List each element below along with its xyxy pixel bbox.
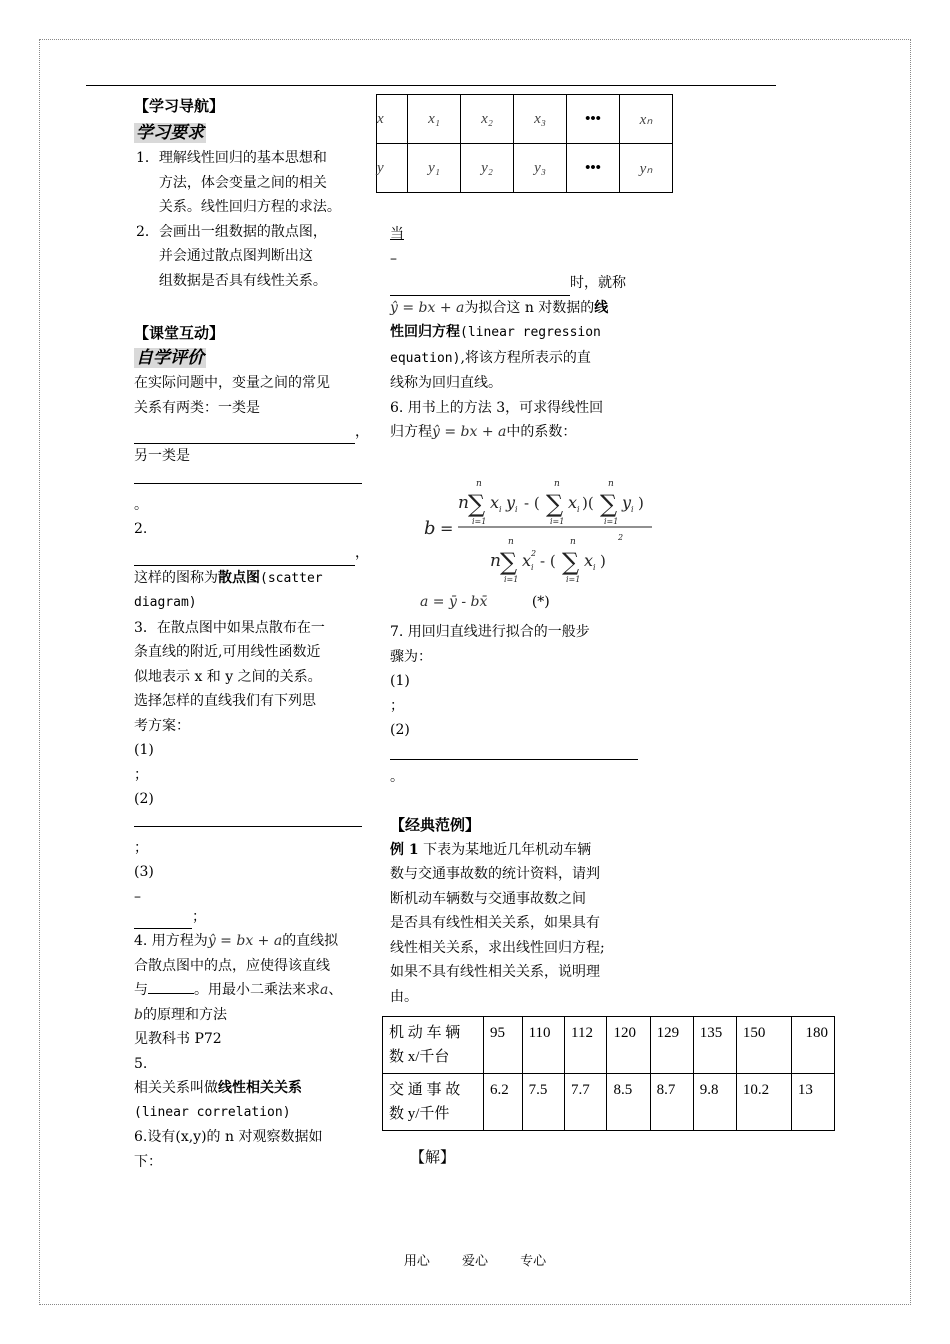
svg-text:n: n bbox=[476, 479, 482, 489]
fill-blank-1[interactable] bbox=[134, 429, 355, 444]
svg-text:n: n bbox=[570, 537, 576, 547]
subsection-title-self-eval: 自学评价 bbox=[136, 347, 204, 368]
svg-text:i: i bbox=[577, 505, 580, 514]
svg-text:x: x bbox=[490, 493, 500, 512]
svg-text:i=1: i=1 bbox=[472, 517, 487, 526]
svg-text:i: i bbox=[631, 505, 634, 514]
svg-text:∑: ∑ bbox=[546, 490, 564, 518]
section-title-examples: 【经典范例】 bbox=[390, 816, 481, 834]
row-header: 机 动 车 辆 数 x/千台 bbox=[383, 1017, 484, 1074]
svg-text:- (: - ( bbox=[540, 552, 556, 570]
svg-text:- (: - ( bbox=[524, 494, 540, 512]
left-column: 【学习导航】 学习要求 1． 理解线性回归的基本思想和 方法，体会变量之间的相关 关系。线性回归方程的求法。 2． 会画出一组数据的散点图， 并会通过散点图判断出这 组数据是否具有线性关系。 【课堂互动】 自学评价 在实际问题中，变量之间的常见 关系有两类：一类是 ， 另一类是 。 2. ， 这样的图称为散点图(scatter diagram) 3．在散点图中如果点散布在一 条直线的附近,可用线性函数近 似地表示 x 和 y 之间的关系。 选择怎样的直线我们有下列思 考方案： (1) ； (2) ； (3) – ； 4. 用方程为ŷ = bx + a的直线拟 合散点图中的点，应使得该直线 与 。用最小二乘法来求a、 b的原理和方法 见教科书 P72 5. 相关关系叫做线性相关关系 (linear correlation) 6.设有(x,y)的 n 对观察数据如 下： bbox=[134, 94, 369, 1174]
fill-blank-4[interactable] bbox=[134, 812, 362, 827]
example-data-table bbox=[382, 1016, 835, 1131]
svg-text:i: i bbox=[499, 505, 502, 514]
svg-text:∑: ∑ bbox=[562, 548, 580, 576]
svg-text:i: i bbox=[531, 563, 534, 572]
svg-text:i: i bbox=[515, 505, 518, 514]
svg-text:i=1: i=1 bbox=[504, 575, 519, 584]
xy-data-table bbox=[376, 94, 673, 193]
table-row: 机 动 车 辆 数 x/千台 95 110 112 120 129 135 150 180 bbox=[383, 1017, 835, 1074]
regression-coefficient-formula bbox=[420, 472, 660, 592]
row-header: 交 通 事 故 数 y/千件 bbox=[383, 1074, 484, 1131]
fill-blank-5[interactable] bbox=[134, 914, 192, 929]
svg-text:x: x bbox=[584, 551, 594, 570]
svg-text:i=1: i=1 bbox=[604, 517, 619, 526]
svg-text:n: n bbox=[458, 493, 469, 513]
svg-text:i=1: i=1 bbox=[566, 575, 581, 584]
svg-text:n: n bbox=[608, 479, 614, 489]
section-title-classroom: 【课堂互动】 bbox=[134, 324, 225, 342]
solution-label: 【解】 bbox=[410, 1148, 456, 1166]
table-row: y y₁ y₂ y₃ ••• yₙ bbox=[377, 144, 673, 193]
intercept-formula-row: a = ȳ - bx̄ (*) bbox=[420, 594, 550, 610]
svg-text:i: i bbox=[593, 563, 596, 572]
svg-text:): ) bbox=[600, 552, 606, 570]
svg-text:=: = bbox=[440, 519, 454, 538]
fill-blank-8[interactable] bbox=[390, 743, 638, 760]
page-footer: 用心 爱心 专心 bbox=[403, 1254, 547, 1269]
svg-text:2: 2 bbox=[618, 533, 624, 542]
subsection-title-requirements: 学习要求 bbox=[136, 122, 204, 143]
svg-text:∑: ∑ bbox=[468, 490, 486, 518]
fill-blank-7[interactable] bbox=[390, 279, 570, 296]
requirement-1: 1． 理解线性回归的基本思想和 方法，体会变量之间的相关 关系。线性回归方程的求法。 bbox=[136, 150, 341, 215]
fill-blank-2[interactable] bbox=[134, 469, 362, 484]
svg-text:y: y bbox=[506, 493, 516, 512]
svg-text:): ) bbox=[638, 494, 644, 512]
svg-text:y: y bbox=[622, 493, 632, 512]
svg-text:∑: ∑ bbox=[500, 548, 518, 576]
requirement-2: 2． 会画出一组数据的散点图， 并会通过散点图判断出这 组数据是否具有线性关系。 bbox=[136, 223, 327, 289]
svg-text:b: b bbox=[424, 518, 436, 539]
svg-text:x: x bbox=[522, 551, 532, 570]
svg-text:2: 2 bbox=[531, 549, 537, 558]
svg-text:∑: ∑ bbox=[600, 490, 618, 518]
svg-text:n: n bbox=[490, 551, 501, 571]
svg-text:n: n bbox=[554, 479, 560, 489]
section-title-study-guide: 【学习导航】 bbox=[134, 97, 225, 115]
table-row: 交 通 事 故 数 y/千件 6.2 7.5 7.7 8.5 8.7 9.8 10.2 13 bbox=[383, 1074, 835, 1131]
fill-blank-3[interactable] bbox=[134, 551, 355, 566]
right-column-lower: 7. 用回归直线进行拟合的一般步 骤为： (1) ； (2) 。 【经典范例】 例 1 下表为某地近几年机动车辆 数与交通事故数的统计资料，请判 断机动车辆数与交通事故数之间 是否具有线性相关关系，如果具有 线性相关关系，求出线性回归方程; 如果不具有线性相关关系，说明理 由。 bbox=[390, 620, 642, 1009]
table-row: x x₁ x₂ x₃ ••• xₙ bbox=[377, 95, 673, 144]
right-column: 当 – 时，就称 ŷ = bx + a为拟合这 n 对数据的线 性回归方程(linear regression equation),将该方程所表示的直 线称为回归直线。 6. 用书上的方法 3，可求得线性回 归方程ŷ = bx + a中的系数： bbox=[390, 226, 626, 440]
header-rule bbox=[86, 85, 776, 86]
fill-blank-6[interactable] bbox=[148, 981, 194, 994]
svg-text:x: x bbox=[568, 493, 578, 512]
svg-text:n: n bbox=[508, 537, 514, 547]
svg-text:)(: )( bbox=[582, 494, 594, 512]
svg-text:i=1: i=1 bbox=[550, 517, 565, 526]
